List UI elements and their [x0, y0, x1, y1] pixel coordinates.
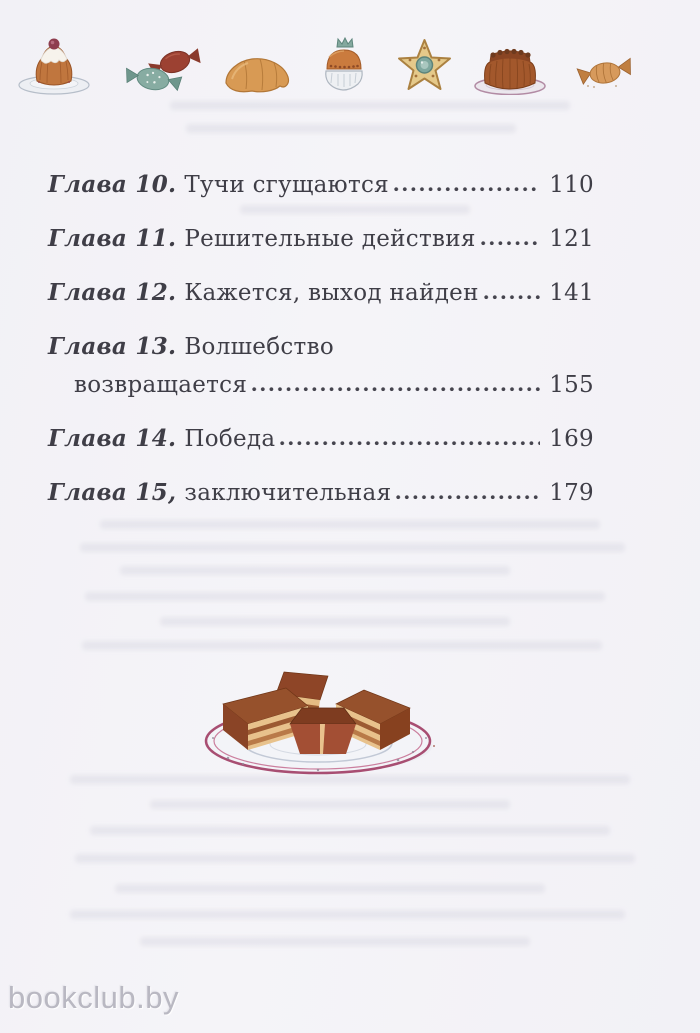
dot-leader	[394, 187, 540, 192]
dot-leader	[481, 241, 541, 246]
toc-entry	[48, 278, 594, 308]
chapter-label: Глава 14.	[48, 425, 177, 452]
chapter-label: Глава 13.	[48, 333, 177, 360]
wrapped-candy-icon	[572, 57, 638, 89]
ghost-line	[160, 617, 510, 626]
chapter-title: Победа	[184, 426, 276, 452]
chapter-title: Кажется, выход найден	[184, 280, 479, 306]
chapter-title-continued: возвращается	[74, 372, 248, 398]
ghost-line	[120, 566, 510, 575]
ghost-line	[170, 101, 570, 110]
page-number: 169	[549, 426, 594, 452]
chapter-label: Глава 12.	[48, 279, 177, 306]
star-cookie-icon	[397, 38, 452, 95]
chapter-title: Решительные действия	[184, 226, 476, 252]
page-number: 155	[549, 372, 594, 398]
chapter-label: Глава 11.	[48, 225, 177, 252]
toc-entry	[48, 424, 594, 454]
ghost-line	[90, 826, 610, 835]
chapter-title: Волшебство	[184, 334, 334, 360]
toc-list	[48, 170, 594, 532]
chapter-title: заключительная	[184, 480, 392, 506]
ghost-line	[80, 543, 625, 552]
layered-cake-on-plate-icon	[198, 646, 448, 781]
chapter-label: Глава 10.	[48, 171, 177, 198]
toc-entry	[48, 224, 594, 254]
dot-leader	[396, 495, 540, 500]
ghost-line	[186, 124, 516, 133]
page-number: 141	[549, 280, 594, 306]
ghost-line	[70, 910, 625, 919]
chapter-title: Тучи сгущаются	[184, 172, 389, 198]
dot-leader	[484, 295, 540, 300]
watermark: bookclub.by	[8, 980, 179, 1015]
croissant-icon	[222, 53, 292, 95]
ghost-line	[150, 800, 510, 809]
crown-cupcake-icon	[318, 35, 370, 93]
ghost-line	[115, 884, 545, 893]
dot-leader	[252, 387, 540, 392]
chapter-label: Глава 15,	[48, 479, 177, 506]
ghost-line	[85, 592, 605, 601]
dot-leader	[280, 441, 540, 446]
ghost-line	[140, 937, 530, 946]
sweets-header-row	[0, 0, 700, 110]
bundt-cake-icon	[473, 43, 547, 95]
ghost-line	[75, 854, 635, 863]
wrapped-candies-icon	[120, 48, 207, 93]
toc-entry	[48, 170, 594, 200]
toc-entry	[48, 478, 594, 508]
page-number: 179	[549, 480, 594, 506]
page-number: 121	[549, 226, 594, 252]
toc-entry	[48, 332, 594, 400]
page-number: 110	[549, 172, 594, 198]
pudding-cake-icon	[17, 33, 92, 95]
